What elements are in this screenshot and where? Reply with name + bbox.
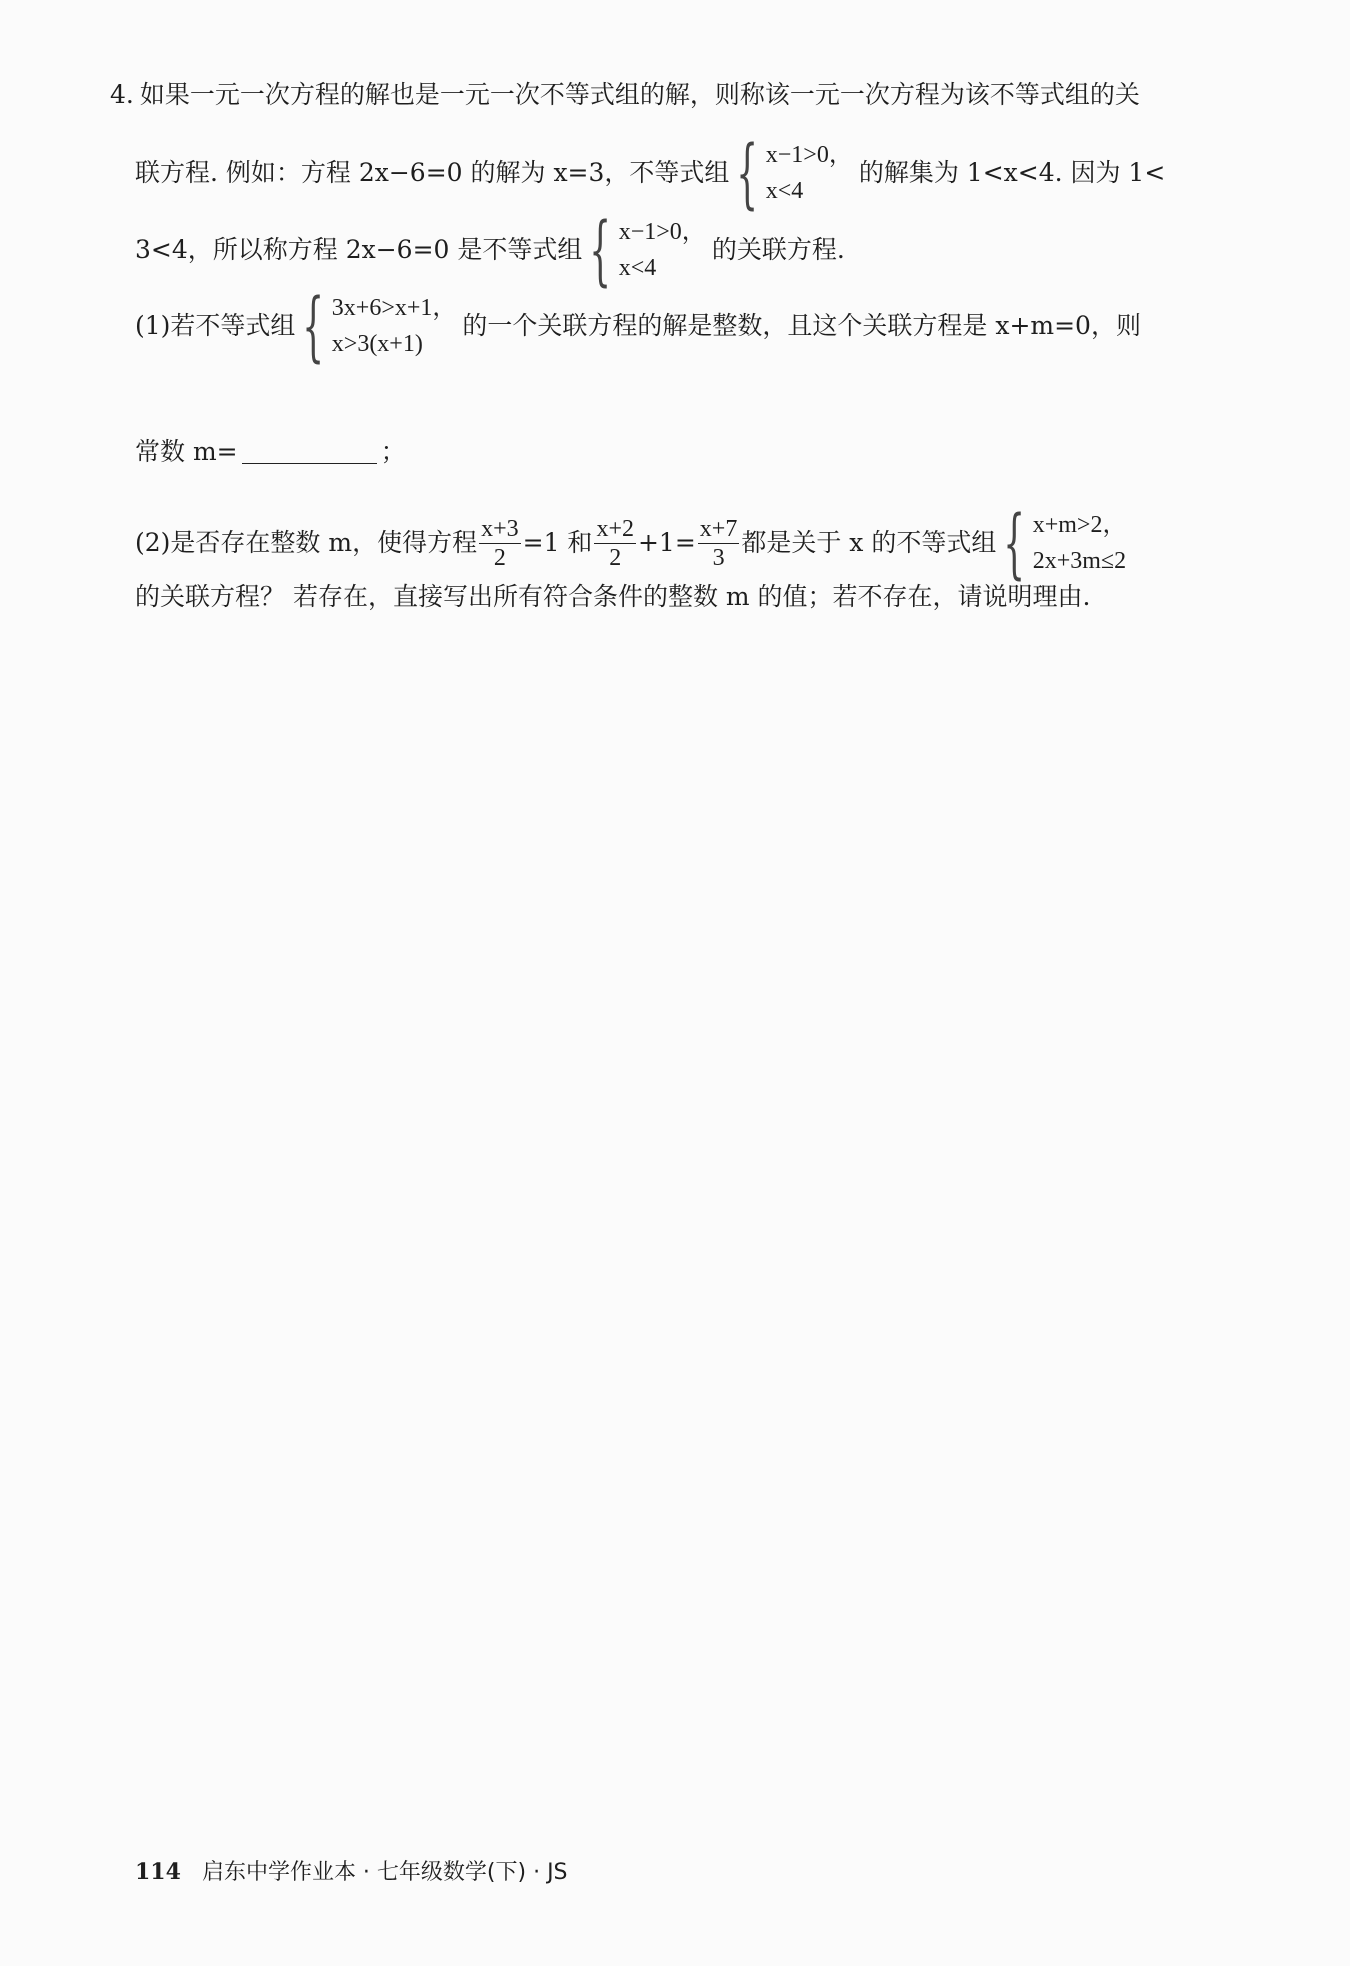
part2-text-mid1: =1 和 bbox=[522, 528, 593, 557]
inequality-system-part1 bbox=[297, 281, 457, 370]
brace-icon: { bbox=[302, 281, 325, 370]
part2-text-a: (2)是否存在整数 m，使得方程 bbox=[135, 528, 478, 557]
part2-line-2 bbox=[135, 580, 1260, 614]
system-row: x−1>0， bbox=[765, 142, 853, 168]
page-number: 114 bbox=[135, 1859, 181, 1885]
answer-blank[interactable] bbox=[242, 441, 377, 464]
fraction-denominator: 3 bbox=[712, 544, 725, 571]
system-row: 3x+6>x+1， bbox=[331, 295, 457, 321]
part2-text-mid2: +1= bbox=[637, 528, 696, 557]
fraction-numerator: x+7 bbox=[699, 515, 738, 542]
inequality-system-part2 bbox=[998, 498, 1127, 587]
system-row: 2x+3m≤2 bbox=[1032, 548, 1127, 574]
part2-text-c: 的关联方程？ 若存在，直接写出所有符合条件的整数 m 的值；若不存在，请说明理由. bbox=[135, 582, 1091, 611]
system-row: x+m>2， bbox=[1032, 512, 1127, 538]
fraction-1 bbox=[479, 515, 521, 572]
fraction-numerator: x+2 bbox=[596, 515, 634, 542]
problem-line-3 bbox=[135, 205, 1260, 294]
part1-text-c: 常数 m= bbox=[135, 437, 238, 466]
part2-text-b: 都是关于 x 的不等式组 bbox=[741, 528, 997, 557]
brace-icon: { bbox=[1003, 498, 1026, 587]
part1-line-1 bbox=[135, 281, 1260, 370]
fraction-2 bbox=[594, 515, 636, 572]
fraction-numerator: x+3 bbox=[481, 515, 519, 542]
system-row: x−1>0， bbox=[618, 219, 706, 245]
problem-number: 4. bbox=[110, 80, 134, 109]
problem-text-1: 如果一元一次方程的解也是一元一次不等式组的解，则称该一元一次方程为该不等式组的关 bbox=[139, 80, 1140, 109]
problem-line-2 bbox=[135, 128, 1260, 217]
problem-text-3b: 的关联方程. bbox=[711, 235, 845, 264]
book-title: 启东中学作业本 · 七年级数学(下) · JS bbox=[201, 1860, 568, 1885]
problem-line-1 bbox=[110, 78, 1260, 112]
inequality-system-example-2 bbox=[584, 205, 706, 294]
problem-text-3a: 3<4，所以称方程 2x−6=0 是不等式组 bbox=[135, 235, 583, 264]
system-row: x<4 bbox=[765, 178, 804, 204]
system-row: x>3(x+1) bbox=[331, 331, 423, 357]
part1-line-2 bbox=[135, 435, 1260, 469]
fraction-denominator: 2 bbox=[609, 544, 622, 571]
problem-text-2a: 联方程. 例如：方程 2x−6=0 的解为 x=3，不等式组 bbox=[135, 158, 730, 187]
problem-text-2b: 的解集为 1<x<4. 因为 1< bbox=[858, 158, 1166, 187]
part2-line-1 bbox=[135, 498, 1260, 587]
inequality-system-example bbox=[731, 128, 853, 217]
brace-icon: { bbox=[589, 205, 612, 294]
part1-text-b: 的一个关联方程的解是整数，且这个关联方程是 x+m=0，则 bbox=[462, 311, 1141, 340]
brace-icon: { bbox=[736, 128, 759, 217]
part1-text-d: ； bbox=[380, 437, 406, 466]
system-row: x<4 bbox=[618, 255, 657, 281]
fraction-denominator: 2 bbox=[493, 544, 506, 571]
part1-text-a: (1)若不等式组 bbox=[135, 311, 296, 340]
fraction-3 bbox=[698, 515, 740, 572]
page-footer bbox=[135, 1857, 568, 1888]
